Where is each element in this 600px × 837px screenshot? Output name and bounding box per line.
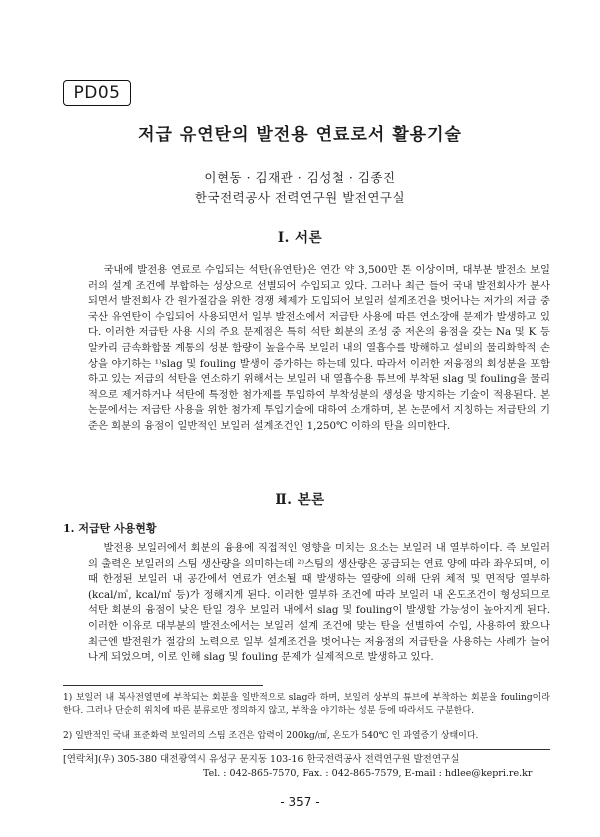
author-affiliation: 한국전력공사 전력연구원 발전연구실 [194, 190, 406, 205]
contact-divider [63, 749, 550, 750]
body-paragraph: 발전용 보일러에서 회분의 융용에 직접적인 영향을 미치는 요소는 보일러 내 열부하이다. 즉 보일러의 출력은 보일러의 스팀 생산량을 의미하는데 ²⁾스팀의 생산량은 공급되는 연료 양에 따라 좌우되며, 이때 한정된 보일러 내 공간에서 연료가 연소될 때 발생하는 열량에 의해 단위 체적 및 면적당 열부하(kcal/㎥, kcal/㎡ 등)가 정해지게 된다. 이러한 열부하 조건에 따라 보일러 내 온도조건이 형성되므로 석탄 회분의 융점이 낮은 탄일 경우 보일러 내에서 slag 및 fouling이 발생할 가능성이 높아지게 된다. 이러한 이유로 대부분의 발전소에서는 보일러 설계 조건에 맞는 탄을 선별하여 수입, 사용하여 왔으나 최근엔 발전원가 절감의 노력으로 일부 설계조건을 벗어나는 저융점의 저급탄을 사용하는 사례가 늘어나게 되었으며, 이로 인해 slag 및 fouling 문제가 실제적으로 발생하고 있다. [88, 542, 550, 664]
footnote-divider [63, 685, 263, 686]
section-heading-body: Ⅱ. 본론 [275, 492, 325, 508]
contact-info [63, 753, 550, 781]
section-heading-introduction: Ⅰ. 서론 [277, 230, 323, 246]
paper-code-badge: PD05 [63, 80, 131, 106]
contact-address: [연락처](우) 305-380 대전광역시 유성구 문지동 103-16 한국전력공사 전력연구원 발전연구실 [63, 754, 460, 765]
footnote-1: 1) 보일러 내 복사전열면에 부착되는 회분을 일반적으로 slag라 하며, 보일러 상부의 튜브에 부착하는 회분을 fouling이라 한다. 그러나 단순히 위치에 따른 분류로만 정의하지 않고, 부착을 야기하는 성분 등에 따라서도 구분한다. [63, 693, 550, 716]
author-list: 이현동 · 김재관 · 김성철 · 김종진 [204, 170, 396, 185]
contact-phone-email: Tel. : 042-865-7570, Fax. : 042-865-7579, E-mail : hdlee@kepri.re.kr [203, 768, 533, 779]
introduction-paragraph: 국내에 발전용 연료로 수입되는 석탄(유연탄)은 연간 약 3,500만 톤 이상이며, 대부분 발전소 보일러의 설계 조건에 부합하는 성상으로 선별되어 수입되고 있다. 그러나 최근 들어 국내 발전회사가 분사되면서 발전회사 간 원가절감을 위한 경쟁 체제가 도입되어 보일러 설계조건을 벗어나는 저가의 저급 중국산 유연탄이 수입되어 사용되면서 일부 발전소에서 저급탄 사용에 따른 연소장애 문제가 발생하고 있다. 이러한 저급탄 사용 시의 주요 문제점은 특히 석탄 회분의 조성 중 저온의 융점을 갖는 Na 및 K 등 알카리 금속화합물 계통의 성분 함량이 높을수록 보일러 내의 열흡수를 방해하고 설비의 물리화학적 손상을 야기하는 ¹⁾slag 및 fouling 발생이 증가하는 하는데 있다. 따라서 이러한 저융점의 회성분을 포함하고 있는 저급의 석탄을 연소하기 위해서는 보일러 내 열흡수용 튜브에 부착된 slag 및 fouling을 물리적으로 제거하거나 석탄에 특정한 첨가제를 투입하여 부착성분의 생성을 방지하는 기술이 적용된다. 본 논문에서는 저급탄 사용을 위한 첨가제 투입기술에 대하여 소개하며, 본 논문에서 지칭하는 저급탄의 기준은 회분의 융점이 일반적인 보일러 설계조건인 1,250℃ 이하의 탄을 의미한다. [88, 264, 550, 432]
paper-title: 저급 유연탄의 발전용 연료로서 활용기술 [138, 125, 462, 145]
footnote-2: 2) 일반적인 국내 표준화력 보일러의 스팀 조건은 압력이 200kg/㎠, 온도가 540℃ 인 과열증기 상태이다. [63, 731, 479, 741]
subsection-heading: 1. 저급탄 사용현황 [63, 522, 157, 535]
page-number: - 357 - [280, 795, 320, 809]
